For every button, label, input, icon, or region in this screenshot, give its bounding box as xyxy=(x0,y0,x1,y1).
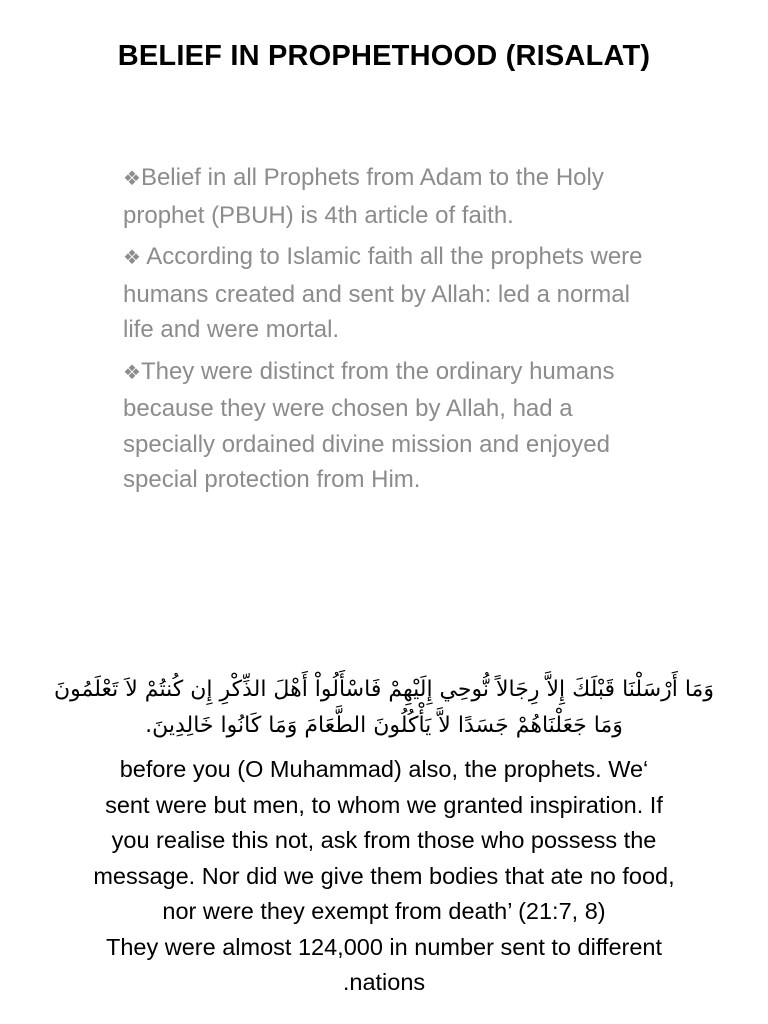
diamond-bullet-icon: ❖ xyxy=(123,361,141,384)
diamond-bullet-icon: ❖ xyxy=(123,247,141,269)
translation-line: you realise this not, ask from those who possess the xyxy=(111,827,657,853)
translation-line: sent were but men, to whom we granted inspiration. If xyxy=(105,791,663,818)
translation-line: They were almost 124,000 in number sent to different xyxy=(105,933,663,960)
bullet-list xyxy=(123,160,663,504)
arabic-verse xyxy=(40,672,728,744)
translation-line: message. Nor did we give them bodies that ate no food, xyxy=(93,862,675,889)
list-item xyxy=(123,354,663,498)
arabic-verse-line: وَمَا أَرْسَلْنَا قَبْلَكَ إِلاَّ رِجَالاً نُّوحِي إِلَيْهِمْ فَاسْأَلُواْ أَهْلَ الذِّكْرِ إِن كُنتُمْ لاَ تَعْلَمُونَ xyxy=(54,677,714,702)
arabic-verse-line: وَمَا جَعَلْنَاهُمْ جَسَدًا لاَّ يَأْكُلُونَ الطَّعَامَ وَمَا كَانُوا خَالِدِينَ. xyxy=(145,713,623,738)
translation-line: before you (O Muhammad) also, the prophets. We‘ xyxy=(119,756,649,782)
page-title: BELIEF IN PROPHETHOOD (RISALAT) xyxy=(117,40,651,72)
diamond-bullet-icon: ❖ xyxy=(123,168,141,190)
list-item xyxy=(123,160,663,233)
translation-line: .nations xyxy=(342,969,426,995)
bullet-text: They were distinct from the ordinary humans because they were chosen by Allah, had a specially ordained divine mission and enjoyed special protection from Him. xyxy=(123,357,615,493)
translation-line: nor were they exempt from death’ (21:7, 8) xyxy=(162,898,606,924)
bullet-text: According to Islamic faith all the prophets were humans created and sent by Allah: led a normal life and were mortal. xyxy=(123,243,643,343)
bullet-text: Belief in all Prophets from Adam to the Holy prophet (PBUH) is 4th article of faith. xyxy=(123,164,604,229)
list-item xyxy=(123,239,663,348)
verse-translation xyxy=(34,752,734,1001)
